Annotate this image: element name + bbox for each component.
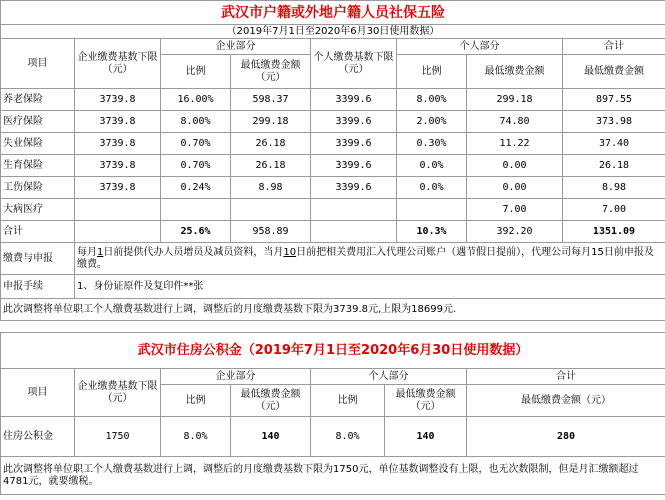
sum-enterprise-base [75, 221, 161, 243]
fund-header-min-amount-personal: 最低缴费金额（元） [385, 385, 467, 417]
row-enterprise-ratio: 0.24% [161, 177, 231, 199]
row-name: 工伤保险 [1, 177, 75, 199]
housing-fund-table [0, 332, 665, 495]
header-min-total: 最低缴费金额 [563, 55, 665, 89]
procedure-text: 1、身份证原件及复印件**张 [75, 275, 665, 299]
payment-day-1: 1 [97, 246, 104, 258]
header-personal-part: 个人部分 [397, 39, 563, 55]
table-row [1, 155, 665, 177]
row-enterprise-ratio [161, 199, 231, 221]
header-total: 合计 [563, 39, 665, 55]
row-enterprise-base: 3739.8 [75, 155, 161, 177]
fund-row-personal-ratio: 8.0% [311, 417, 385, 457]
row-personal-min: 11.22 [467, 133, 563, 155]
row-enterprise-min: 8.98 [231, 177, 311, 199]
row-personal-ratio: 0.0% [397, 155, 467, 177]
row-enterprise-ratio: 0.70% [161, 133, 231, 155]
table-row [1, 89, 665, 111]
fund-header-enterprise-base: 企业缴费基数下限（元） [75, 369, 161, 417]
header-enterprise-base: 企业缴费基数下限（元） [75, 39, 161, 89]
row-total: 8.98 [563, 177, 665, 199]
row-enterprise-base: 3739.8 [75, 177, 161, 199]
payment-text-part-1: 每月 [77, 246, 97, 258]
row-name: 失业保险 [1, 133, 75, 155]
row-name: 医疗保险 [1, 111, 75, 133]
payment-label: 缴费与申报 [1, 243, 75, 275]
fund-header-personal-part: 个人部分 [311, 369, 467, 385]
row-enterprise-base: 3739.8 [75, 133, 161, 155]
header-min-amount-personal: 最低缴费金额 [467, 55, 563, 89]
table-row [1, 417, 665, 457]
header-ratio: 比例 [161, 55, 231, 89]
fund-row-enterprise-base: 1750 [75, 417, 161, 457]
payment-text-part-3: 日前把相关费用汇入代理公司账户（遇节假日提前），代理公司每月15日前申报及缴费。 [77, 246, 654, 270]
row-personal-base: 3399.6 [311, 111, 397, 133]
row-enterprise-min: 598.37 [231, 89, 311, 111]
row-personal-base: 3399.6 [311, 89, 397, 111]
row-total: 7.00 [563, 199, 665, 221]
row-personal-base: 3399.6 [311, 133, 397, 155]
row-enterprise-min: 26.18 [231, 133, 311, 155]
row-enterprise-ratio: 0.70% [161, 155, 231, 177]
fund-header-total: 合计 [467, 369, 665, 385]
fund-header-ratio: 比例 [161, 385, 231, 417]
fund-header-min-amount: 最低缴费金额（元） [231, 385, 311, 417]
row-enterprise-base [75, 199, 161, 221]
procedure-label: 申报手续 [1, 275, 75, 299]
row-name: 养老保险 [1, 89, 75, 111]
payment-text [75, 243, 665, 275]
sum-name: 合计 [1, 221, 75, 243]
fund-title: 武汉市住房公积金（2019年7月1日至2020年6月30日使用数据） [1, 333, 665, 369]
row-personal-min: 0.00 [467, 177, 563, 199]
row-total: 26.18 [563, 155, 665, 177]
header-item: 项目 [1, 39, 75, 89]
row-personal-ratio: 0.30% [397, 133, 467, 155]
row-personal-min: 299.18 [467, 89, 563, 111]
row-total: 373.98 [563, 111, 665, 133]
row-total: 37.40 [563, 133, 665, 155]
row-personal-min: 0.00 [467, 155, 563, 177]
fund-row-personal-min: 140 [385, 417, 467, 457]
fund-header-ratio-personal: 比例 [311, 385, 385, 417]
row-enterprise-ratio: 8.00% [161, 111, 231, 133]
header-min-amount: 最低缴费金额（元） [231, 55, 311, 89]
table-row [1, 111, 665, 133]
fund-header-min-total: 最低缴费金额（元） [467, 385, 665, 417]
row-personal-ratio [397, 199, 467, 221]
row-personal-base: 3399.6 [311, 155, 397, 177]
row-name: 大病医疗 [1, 199, 75, 221]
fund-header-enterprise-part: 企业部分 [161, 369, 311, 385]
fund-row-enterprise-min: 140 [231, 417, 311, 457]
sum-row [1, 221, 665, 243]
header-ratio-personal: 比例 [397, 55, 467, 89]
payment-text-part-2: 日前提供代办人员增员及减员资料，当月 [103, 246, 284, 258]
header-personal-base: 个人缴费基数下限（元） [311, 39, 397, 89]
row-personal-min: 7.00 [467, 199, 563, 221]
table-row [1, 199, 665, 221]
social-note: 此次调整将单位职工个人缴费基数进行上调，调整后的月度缴费基数下限为3739.8元,上限为18699元. [1, 299, 665, 321]
row-personal-min: 74.80 [467, 111, 563, 133]
row-enterprise-min: 26.18 [231, 155, 311, 177]
header-enterprise-part: 企业部分 [161, 39, 311, 55]
sum-personal-ratio: 10.3% [397, 221, 467, 243]
sum-enterprise-ratio: 25.6% [161, 221, 231, 243]
social-subtitle: （2019年7月1日至2020年6月30日使用数据） [1, 25, 665, 39]
social-title: 武汉市户籍或外地户籍人员社保五险 [1, 1, 665, 25]
row-enterprise-min [231, 199, 311, 221]
sum-personal-min: 392.20 [467, 221, 563, 243]
row-total: 897.55 [563, 89, 665, 111]
sum-personal-base [311, 221, 397, 243]
row-personal-ratio: 8.00% [397, 89, 467, 111]
table-row [1, 133, 665, 155]
fund-row-name: 住房公积金 [1, 417, 75, 457]
fund-row-enterprise-ratio: 8.0% [161, 417, 231, 457]
sum-enterprise-min: 958.89 [231, 221, 311, 243]
sum-total: 1351.09 [563, 221, 665, 243]
row-enterprise-min: 299.18 [231, 111, 311, 133]
row-personal-ratio: 2.00% [397, 111, 467, 133]
row-personal-ratio: 0.0% [397, 177, 467, 199]
row-enterprise-base: 3739.8 [75, 111, 161, 133]
row-personal-base: 3399.6 [311, 177, 397, 199]
row-personal-base [311, 199, 397, 221]
payment-day-2: 10 [283, 246, 297, 258]
fund-note: 此次调整将单位职工个人缴费基数进行上调，调整后的月度缴费基数下限为1750元，单位基数调整没有上限，也无次数限制，但是月汇缴额超过4781元，就要缴税。 [1, 457, 665, 495]
row-name: 生育保险 [1, 155, 75, 177]
fund-row-total: 280 [467, 417, 665, 457]
row-enterprise-base: 3739.8 [75, 89, 161, 111]
fund-header-item: 项目 [1, 369, 75, 417]
row-enterprise-ratio: 16.00% [161, 89, 231, 111]
table-row [1, 177, 665, 199]
